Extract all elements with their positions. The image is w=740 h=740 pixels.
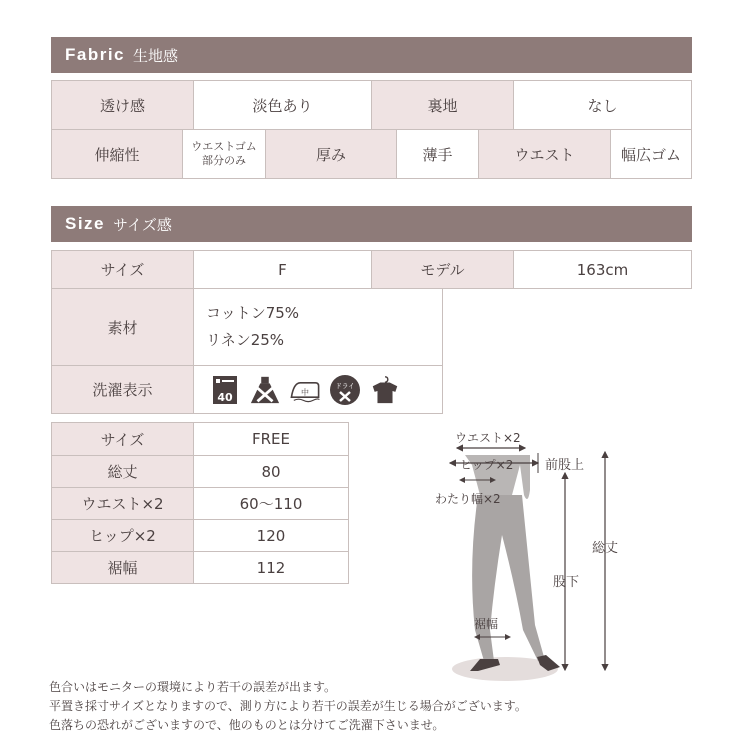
total-length-value: 80	[193, 455, 349, 488]
diagram-waist-label: ウエスト×2	[455, 431, 521, 445]
note-color: 色合いはモニターの環境により若干の誤差が出ます。	[49, 680, 337, 694]
fabric-title-jp: 生地感	[133, 46, 179, 65]
diagram-thigh-label: わたり幅×2	[435, 492, 501, 506]
care-icons	[193, 365, 443, 414]
diagram-rise-label: 前股上	[545, 458, 585, 473]
lining-label: 裏地	[371, 80, 514, 130]
stretch-value	[182, 129, 266, 179]
material-cotton: コットン75%	[206, 304, 300, 322]
care-label: 洗濯表示	[51, 365, 194, 414]
no-bleach-icon	[249, 374, 281, 406]
size-title-en: Size	[65, 214, 106, 233]
size-title-jp: サイズ感	[113, 215, 172, 234]
stretch-value-line1: ウエストゴム	[191, 140, 257, 154]
transparency-value: 淡色あり	[193, 80, 372, 130]
material-linen: リネン25%	[206, 331, 285, 349]
material-value	[193, 288, 443, 366]
stretch-label: 伸縮性	[51, 129, 183, 179]
measure-header-label: サイズ	[51, 422, 194, 456]
measure-header-value: FREE	[193, 422, 349, 456]
note-measure: 平置き採寸サイズとなりますので、測り方により若干の誤差が生じる場合がございます。	[49, 699, 527, 713]
wash-temp: 40	[217, 390, 233, 404]
stretch-value-line2: 部分のみ	[202, 154, 246, 167]
hip-measure-label: ヒップ×2	[51, 519, 194, 552]
model-label: モデル	[371, 250, 514, 289]
diagram-hip-label: ヒップ×2	[460, 458, 514, 472]
dry-text: ドライ	[335, 381, 355, 390]
no-dry-clean-icon	[329, 374, 361, 406]
size-section-header	[51, 206, 692, 242]
iron-text: 中	[301, 387, 309, 397]
diagram-hem-label: 裾幅	[474, 617, 499, 631]
material-label: 素材	[51, 288, 194, 366]
iron-low-icon	[289, 374, 321, 406]
transparency-label: 透け感	[51, 80, 194, 130]
legs-shape	[472, 495, 544, 661]
hem-width-label: 裾幅	[51, 551, 194, 584]
waist-label: ウエスト	[478, 129, 611, 179]
hip-measure-value: 120	[193, 519, 349, 552]
waist-measure-value: 60～110	[193, 487, 349, 520]
pants-diagram	[420, 425, 640, 690]
diagram-inseam-label: 股下	[553, 575, 580, 590]
size-value: F	[193, 250, 372, 289]
total-length-label: 総丈	[51, 455, 194, 488]
hem-width-value: 112	[193, 551, 349, 584]
fabric-section-header	[51, 37, 692, 73]
waist-measure-label: ウエスト×2	[51, 487, 194, 520]
diagram-length-label: 総丈	[592, 541, 619, 556]
lining-value: なし	[513, 80, 692, 130]
size-label: サイズ	[51, 250, 194, 289]
hang-dry-icon	[369, 374, 401, 406]
fabric-title-en: Fabric	[65, 45, 126, 64]
model-value: 163cm	[513, 250, 692, 289]
note-wash: 色落ちの恐れがございますので、他のものとは分けてご洗濯下さいませ。	[49, 718, 445, 732]
wash-40-icon	[209, 374, 241, 406]
thickness-label: 厚み	[265, 129, 397, 179]
waist-value: 幅広ゴム	[610, 129, 692, 179]
thickness-value: 薄手	[396, 129, 479, 179]
